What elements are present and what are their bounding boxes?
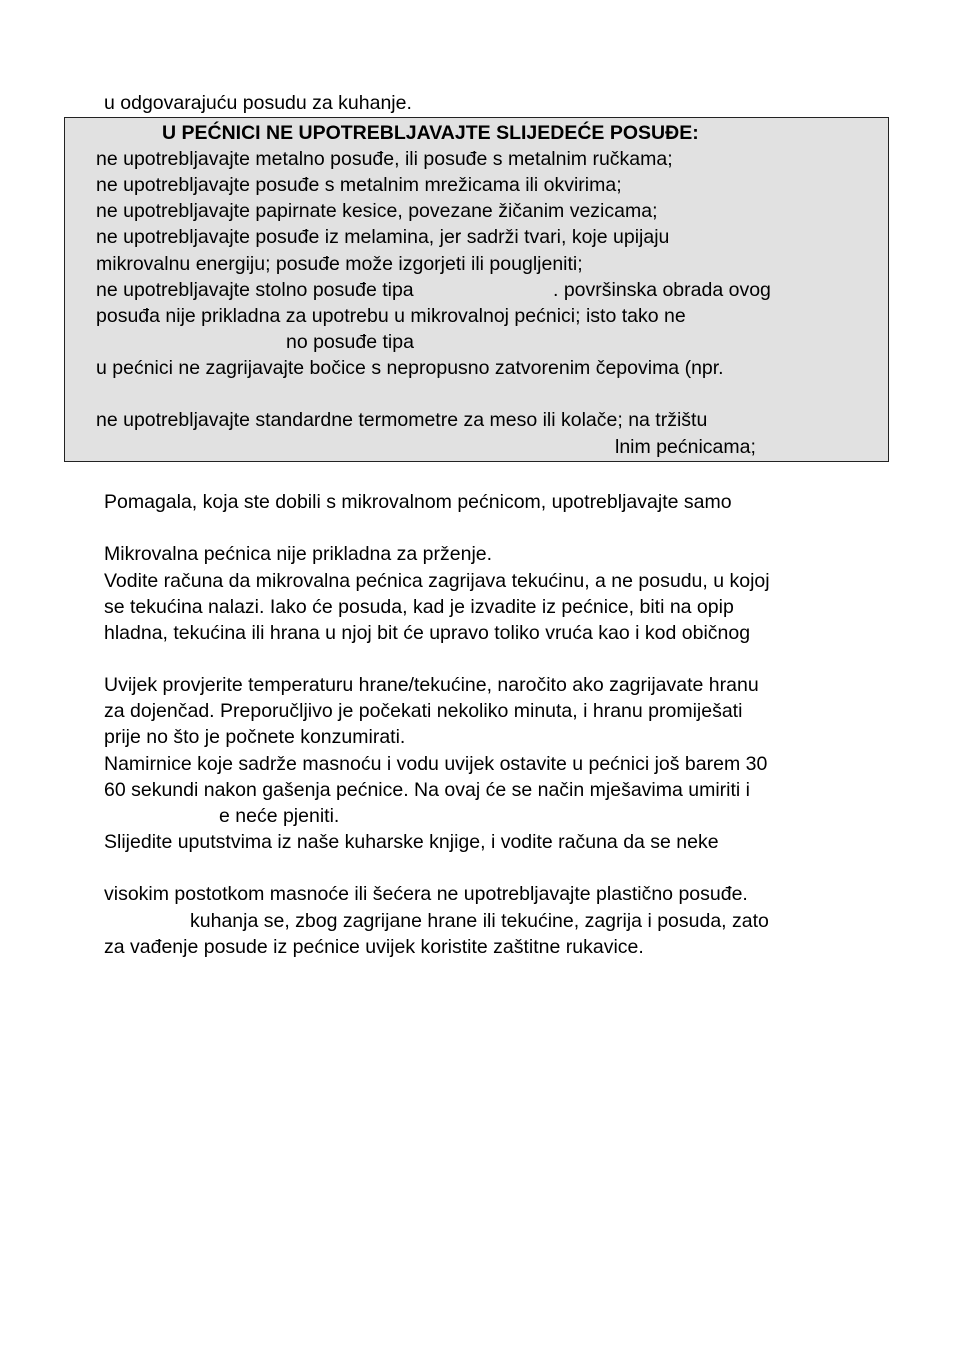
warning-line: ne upotrebljavajte posuđe iz melamina, jer sadrži tvari, koje upijaju <box>96 226 670 248</box>
warning-line: u pećnici ne zagrijavajte bočice s nepropusno zatvorenim čepovima (npr. <box>96 357 724 379</box>
warning-box-title: U PEĆNICI NE UPOTREBLJAVAJTE SLIJEDEĆE POSUĐE: <box>162 122 699 144</box>
warning-line: ne upotrebljavajte papirnate kesice, povezane žičanim vezicama; <box>96 200 658 222</box>
body-line: 60 sekundi nakon gašenja pećnice. Na ovaj će se način mješavima umiriti i <box>104 779 751 801</box>
warning-line: mikrovalnu energiju; posuđe može izgorjeti ili pougljeniti; <box>96 253 583 275</box>
body-line: hladna, tekućina ili hrana u njoj bit će upravo toliko vruća kao i kod običnog <box>104 622 751 644</box>
body-line: Slijedite uputstvima iz naše kuharske knjige, i vodite računa da se neke <box>104 831 719 853</box>
body-line: Uvijek provjerite temperaturu hrane/tekućine, naročito ako zagrijavate hranu <box>104 674 759 696</box>
body-line: Namirnice koje sadrže masnoću i vodu uvijek ostavite u pećnici još barem 30 <box>104 753 768 775</box>
body-line: Pomagala, koja ste dobili s mikrovalnom pećnicom, upotrebljavajte samo <box>104 491 732 513</box>
body-line-fragment: kuhanja se, zbog zagrijane hrane ili tekućine, zagrija i posuda, zato <box>190 910 769 932</box>
warning-line-fragment: . površinska obrada ovog <box>553 279 771 301</box>
body-line: se tekućina nalazi. Iako će posuda, kad je izvadite iz pećnice, biti na opip <box>104 596 734 618</box>
body-line: za vađenje posude iz pećnice uvijek koristite zaštitne rukavice. <box>104 936 644 958</box>
warning-line: ne upotrebljavajte metalno posuđe, ili posuđe s metalnim ručkama; <box>96 148 673 170</box>
body-line: Mikrovalna pećnica nije prikladna za prženje. <box>104 543 493 565</box>
warning-line-fragment: lnim pećnicama; <box>615 436 756 458</box>
body-line-fragment: e neće pjeniti. <box>219 805 340 827</box>
warning-line: ne upotrebljavajte standardne termometre za meso ili kolače; na tržištu <box>96 409 708 431</box>
warning-line-fragment: no posuđe tipa <box>286 331 414 353</box>
intro-line: u odgovarajuću posudu za kuhanje. <box>104 92 412 114</box>
body-line: prije no što je počnete konzumirati. <box>104 726 406 748</box>
warning-line: posuđa nije prikladna za upotrebu u mikrovalnoj pećnici; isto tako ne <box>96 305 686 327</box>
body-line: Vodite računa da mikrovalna pećnica zagrijava tekućinu, a ne posudu, u kojoj <box>104 570 770 592</box>
body-line: visokim postotkom masnoće ili šećera ne upotrebljavajte plastično posuđe. <box>104 883 748 905</box>
warning-line: ne upotrebljavajte posuđe s metalnim mrežicama ili okvirima; <box>96 174 622 196</box>
warning-line: ne upotrebljavajte stolno posuđe tipa <box>96 279 414 301</box>
body-line: za dojenčad. Preporučljivo je počekati nekoliko minuta, i hranu promiješati <box>104 700 743 722</box>
